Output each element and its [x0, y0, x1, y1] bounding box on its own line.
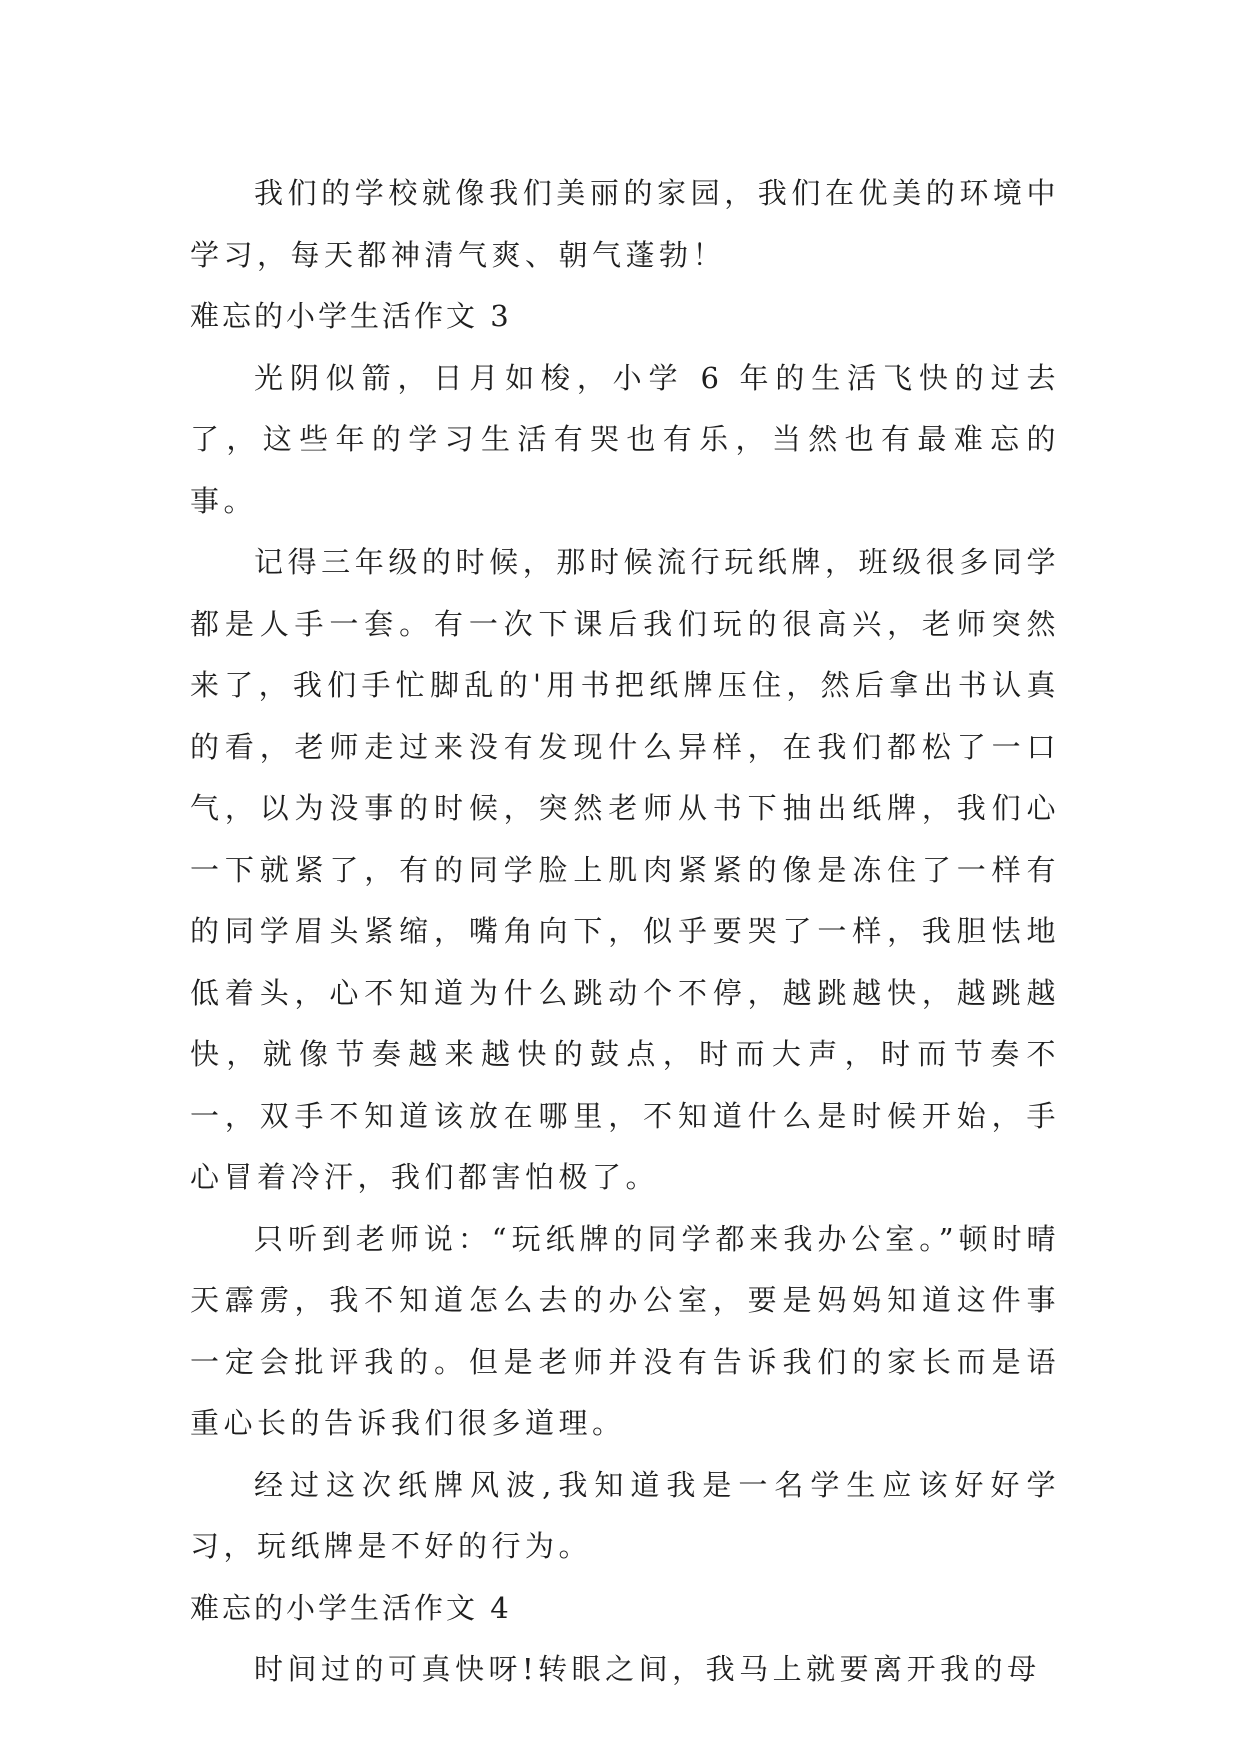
paragraph-time-passes: 时间过的可真快呀!转眼之间，我马上就要离开我的母: [254, 1652, 1041, 1686]
paragraph-school-home: 我们的学校就像我们美丽的家园，我们在优美的环境中学习，每天都神清气爽、朝气蓬勃！: [190, 176, 1060, 272]
paragraph-card-game-story: 记得三年级的时候，那时候流行玩纸牌，班级很多同学都是人手一套。有一次下课后我们玩的很高兴，老师突然来了，我们手忙脚乱的'用书把纸牌压住，然后拿出书认真的看，老师走过来没有发现什么异样，在我们都松了一口气，以为没事的时候，突然老师从书下抽出纸牌，我们心一下就紧了，有的同学脸上肌肉紧紧的像是冻住了一样有的同学眉头紧缩，嘴角向下，似乎要哭了一样，我胆怯地低着头，心不知道为什么跳动个不停，越跳越快，越跳越快，就像节奏越来越快的鼓点，时而大声，时而节奏不一，双手不知道该放在哪里，不知道什么是时候开始，手心冒着冷汗，我们都害怕极了。: [190, 545, 1060, 1194]
document-body: [190, 163, 1060, 1701]
heading-essay-4: 难忘的小学生活作文 4: [190, 1590, 512, 1625]
heading-essay-3: 难忘的小学生活作文 3: [190, 299, 512, 333]
paragraph-time-flies: 光阴似箭，日月如梭，小学 6 年的生活飞快的过去了，这些年的学习生活有哭也有乐，当然也有最难忘的事。: [190, 360, 1060, 518]
paragraph-lesson-learned: 经过这次纸牌风波,我知道我是一名学生应该好好学习，玩纸牌是不好的行为。: [190, 1467, 1060, 1563]
paragraph-teacher-office: 只听到老师说：“玩纸牌的同学都来我办公室。”顿时晴天霹雳，我不知道怎么去的办公室，要是妈妈知道这件事一定会批评我的。但是老师并没有告诉我们的家长而是语重心长的告诉我们很多道理。: [190, 1221, 1060, 1440]
